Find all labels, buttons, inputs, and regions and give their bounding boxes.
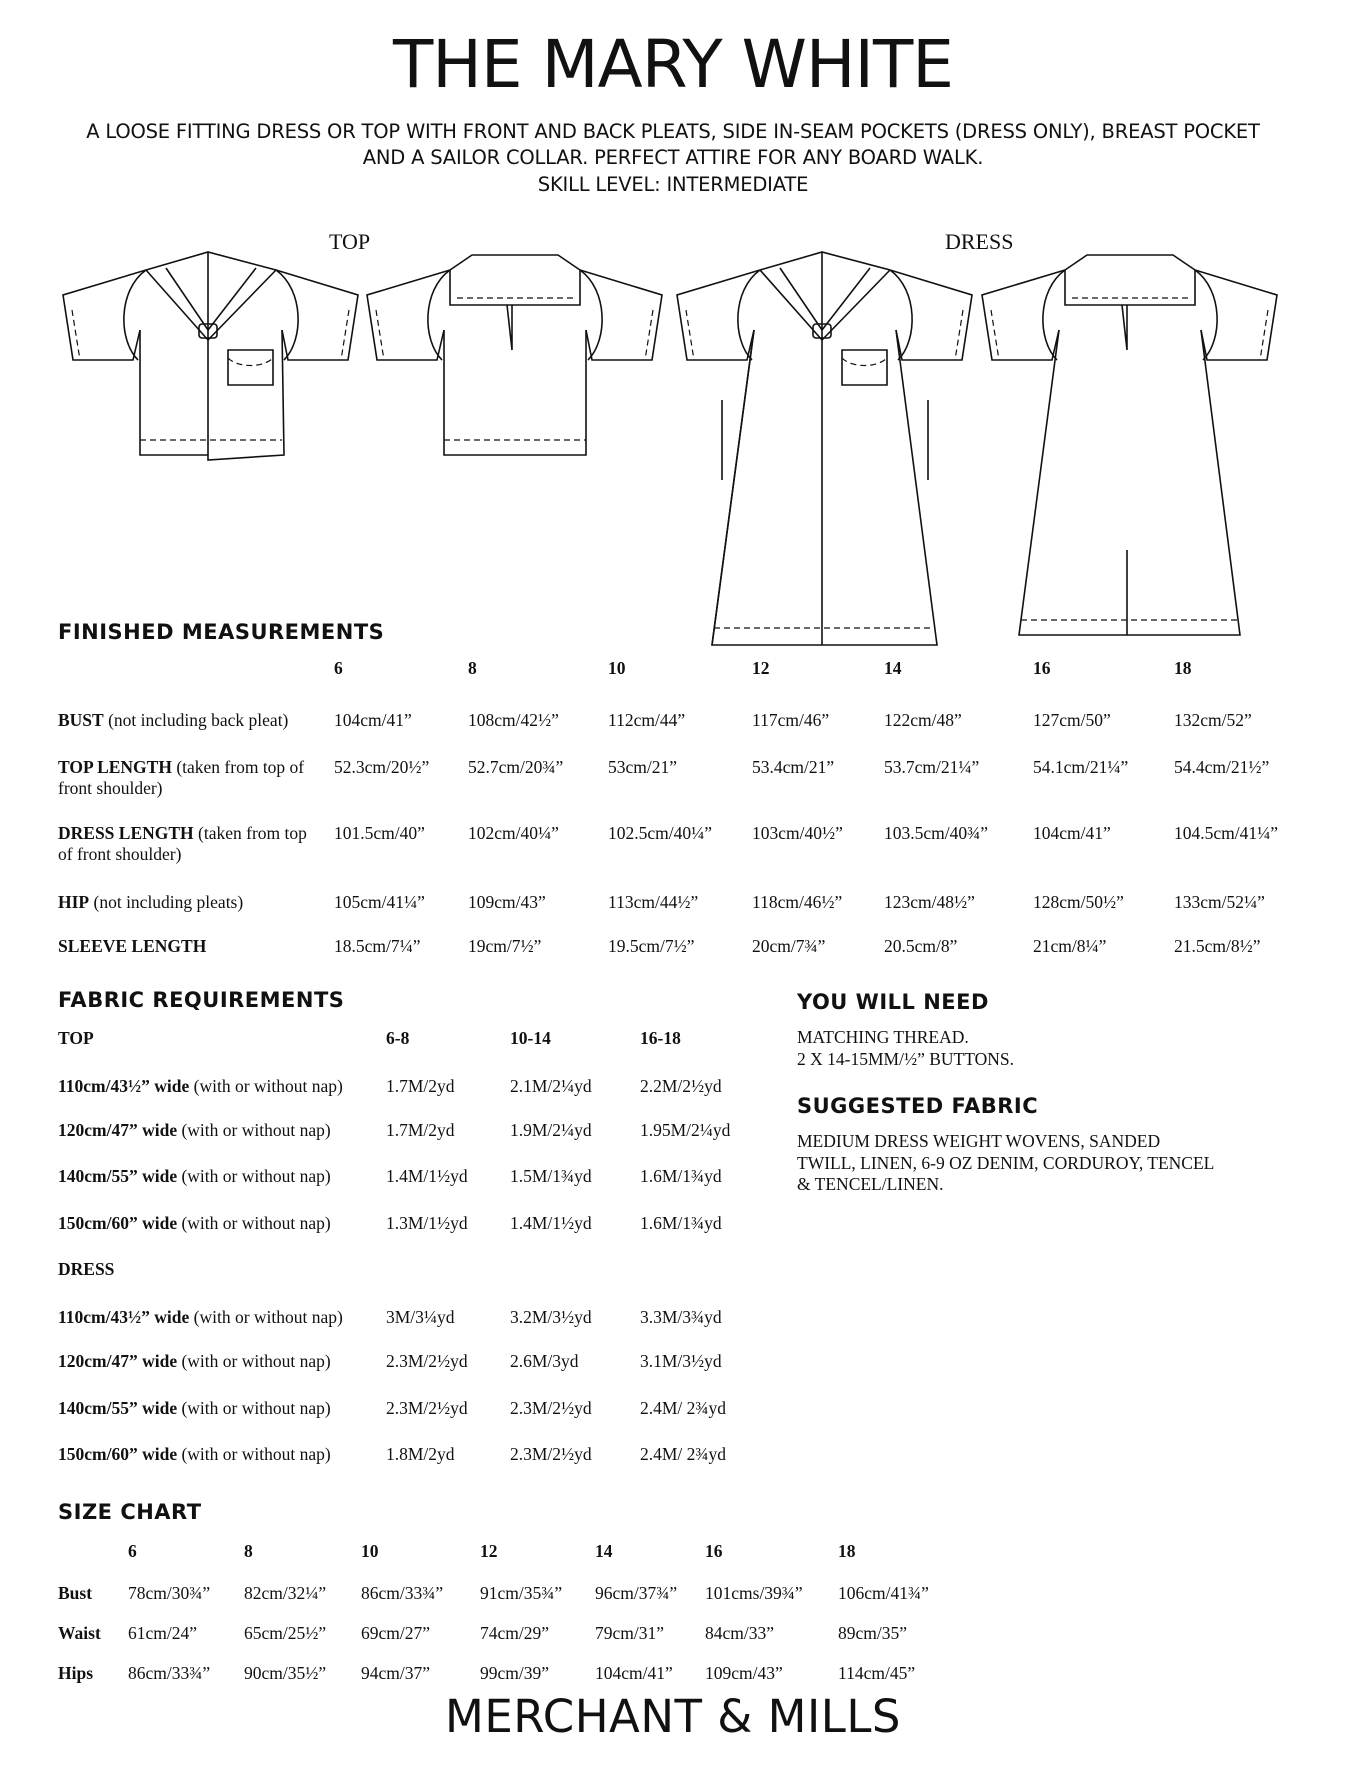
you-will-need-line: 2 X 14-15MM/½” BUTTONS. <box>797 1049 1014 1069</box>
sc-size-header: 14 <box>595 1541 613 1561</box>
sc-value: 86cm/33¾” <box>128 1663 211 1683</box>
sc-value: 104cm/41” <box>595 1663 673 1683</box>
fabric-width-label: 140cm/55” wide (with or without nap) <box>58 1166 331 1186</box>
fm-value: 21.5cm/8½” <box>1174 936 1261 956</box>
you-will-need-heading: YOU WILL NEED <box>797 990 989 1014</box>
fabric-amount: 3.1M/3½yd <box>640 1351 722 1371</box>
fm-value: 123cm/48½” <box>884 892 975 912</box>
sc-size-header: 16 <box>705 1541 723 1561</box>
fm-value: 122cm/48” <box>884 710 962 730</box>
fabric-width-label: 110cm/43½” wide (with or without nap) <box>58 1076 343 1096</box>
fabric-width-label: 110cm/43½” wide (with or without nap) <box>58 1307 343 1327</box>
top-back-illustration <box>362 250 667 465</box>
fabric-width-label: 120cm/47” wide (with or without nap) <box>58 1351 331 1371</box>
fm-value: 101.5cm/40” <box>334 823 425 843</box>
fabric-amount: 2.4M/ 2¾yd <box>640 1398 727 1418</box>
page-title: THE MARY WHITE <box>392 26 954 103</box>
fm-size-header: 18 <box>1174 658 1192 678</box>
sc-value: 74cm/29” <box>480 1623 550 1643</box>
fm-value: 52.3cm/20½” <box>334 757 430 777</box>
fm-value: 20cm/7¾” <box>752 936 826 956</box>
dress-front-illustration <box>672 250 977 650</box>
fm-size-header: 12 <box>752 658 770 678</box>
sc-value: 89cm/35” <box>838 1623 908 1643</box>
skill-level: SKILL LEVEL: INTERMEDIATE <box>537 173 809 196</box>
sc-value: 82cm/32¼” <box>244 1583 327 1603</box>
fm-value: 102.5cm/40¼” <box>608 823 713 843</box>
fabric-amount: 1.3M/1½yd <box>386 1213 468 1233</box>
fabric-amount: 2.3M/2½yd <box>386 1398 468 1418</box>
fabric-amount: 1.4M/1½yd <box>510 1213 592 1233</box>
sc-value: 78cm/30¾” <box>128 1583 211 1603</box>
fabric-size-group-header: 6-8 <box>386 1028 410 1048</box>
fm-value: 112cm/44” <box>608 710 686 730</box>
fm-value: 104cm/41” <box>1033 823 1111 843</box>
fabric-amount: 1.5M/1¾yd <box>510 1166 592 1186</box>
fabric-amount: 2.3M/2½yd <box>510 1398 592 1418</box>
fabric-amount: 2.4M/ 2¾yd <box>640 1444 727 1464</box>
fabric-amount: 1.95M/2¼yd <box>640 1120 731 1140</box>
fabric-amount: 3.2M/3½yd <box>510 1307 592 1327</box>
sc-value: 106cm/41¾” <box>838 1583 929 1603</box>
fm-value: 128cm/50½” <box>1033 892 1124 912</box>
top-front-illustration <box>58 250 363 465</box>
sc-value: 99cm/39” <box>480 1663 550 1683</box>
fm-value: 19.5cm/7½” <box>608 936 695 956</box>
sc-value: 61cm/24” <box>128 1623 198 1643</box>
suggested-fabric-line: TWILL, LINEN, 6-9 OZ DENIM, CORDUROY, TENCEL <box>797 1153 1215 1173</box>
fm-value: 19cm/7½” <box>468 936 542 956</box>
fm-value: 53cm/21” <box>608 757 678 777</box>
fabric-amount: 1.7M/2yd <box>386 1076 455 1096</box>
sc-size-header: 10 <box>361 1541 379 1561</box>
sc-size-header: 18 <box>838 1541 856 1561</box>
fabric-amount: 1.8M/2yd <box>386 1444 455 1464</box>
fabric-dress-label: DRESS <box>58 1259 115 1279</box>
fabric-width-label: 120cm/47” wide (with or without nap) <box>58 1120 331 1140</box>
fm-value: 109cm/43” <box>468 892 546 912</box>
fabric-amount: 1.6M/1¾yd <box>640 1166 722 1186</box>
description-line-1: A LOOSE FITTING DRESS OR TOP WITH FRONT AND BACK PLEATS, SIDE IN-SEAM POCKETS (DRESS ONLY), BREAST POCKET <box>86 120 1260 143</box>
fm-row-label: SLEEVE LENGTH <box>58 936 207 956</box>
sc-value: 79cm/31” <box>595 1623 665 1643</box>
fm-value: 104cm/41” <box>334 710 412 730</box>
suggested-fabric-heading: SUGGESTED FABRIC <box>797 1094 1039 1118</box>
fm-size-header: 8 <box>468 658 477 678</box>
fm-value: 53.7cm/21¼” <box>884 757 980 777</box>
fabric-amount: 3.3M/3¾yd <box>640 1307 722 1327</box>
fm-value: 53.4cm/21” <box>752 757 835 777</box>
fm-value: 52.7cm/20¾” <box>468 757 564 777</box>
sc-value: 109cm/43” <box>705 1663 783 1683</box>
suggested-fabric-line: & TENCEL/LINEN. <box>797 1174 944 1194</box>
fm-value: 54.1cm/21¼” <box>1033 757 1129 777</box>
sc-value: 84cm/33” <box>705 1623 775 1643</box>
fabric-amount: 2.1M/2¼yd <box>510 1076 592 1096</box>
fm-size-header: 6 <box>334 658 343 678</box>
fabric-amount: 2.3M/2½yd <box>386 1351 468 1371</box>
fm-value: 18.5cm/7¼” <box>334 936 421 956</box>
fm-size-header: 16 <box>1033 658 1051 678</box>
fm-row-label: BUST (not including back pleat) <box>58 710 289 730</box>
fm-value: 132cm/52” <box>1174 710 1252 730</box>
fabric-width-label: 150cm/60” wide (with or without nap) <box>58 1213 331 1233</box>
fm-value: 20.5cm/8” <box>884 936 958 956</box>
size-chart-heading: SIZE CHART <box>58 1500 202 1524</box>
fabric-requirements-heading: FABRIC REQUIREMENTS <box>58 988 345 1012</box>
description-line-2: AND A SAILOR COLLAR. PERFECT ATTIRE FOR ANY BOARD WALK. <box>362 146 984 169</box>
fm-row-label: TOP LENGTH (taken from top of front shoulder) <box>58 757 305 798</box>
fm-value: 118cm/46½” <box>752 892 843 912</box>
fabric-amount: 2.6M/3yd <box>510 1351 579 1371</box>
sc-size-header: 12 <box>480 1541 498 1561</box>
sc-value: 90cm/35½” <box>244 1663 327 1683</box>
fm-value: 102cm/40¼” <box>468 823 559 843</box>
fm-row-label: DRESS LENGTH (taken from top of front shoulder) <box>58 823 307 864</box>
sc-size-header: 6 <box>128 1541 137 1561</box>
fm-size-header: 14 <box>884 658 902 678</box>
sc-value: 86cm/33¾” <box>361 1583 444 1603</box>
brand-footer: MERCHANT & MILLS <box>445 1690 901 1743</box>
fm-value: 127cm/50” <box>1033 710 1111 730</box>
fm-value: 54.4cm/21½” <box>1174 757 1270 777</box>
fm-row-label: HIP (not including pleats) <box>58 892 244 912</box>
you-will-need-line: MATCHING THREAD. <box>797 1027 969 1047</box>
sc-value: 69cm/27” <box>361 1623 431 1643</box>
fabric-amount: 1.4M/1½yd <box>386 1166 468 1186</box>
fabric-amount: 2.2M/2½yd <box>640 1076 722 1096</box>
fm-value: 21cm/8¼” <box>1033 936 1107 956</box>
dress-label: DRESS <box>945 229 1014 254</box>
fabric-top-label: TOP <box>58 1028 94 1048</box>
fm-value: 103.5cm/40¾” <box>884 823 989 843</box>
fm-value: 113cm/44½” <box>608 892 699 912</box>
sc-value: 114cm/45” <box>838 1663 916 1683</box>
sc-row-label: Hips <box>58 1663 94 1683</box>
fabric-size-group-header: 10-14 <box>510 1028 551 1048</box>
sc-row-label: Waist <box>58 1623 101 1643</box>
sc-value: 91cm/35¾” <box>480 1583 563 1603</box>
fm-value: 105cm/41¼” <box>334 892 425 912</box>
top-label: TOP <box>329 229 371 254</box>
fabric-width-label: 140cm/55” wide (with or without nap) <box>58 1398 331 1418</box>
sc-size-header: 8 <box>244 1541 253 1561</box>
fabric-size-group-header: 16-18 <box>640 1028 681 1048</box>
sc-value: 101cms/39¾” <box>705 1583 803 1603</box>
suggested-fabric-line: MEDIUM DRESS WEIGHT WOVENS, SANDED <box>797 1131 1161 1151</box>
fabric-amount: 3M/3¼yd <box>386 1307 455 1327</box>
fabric-amount: 1.7M/2yd <box>386 1120 455 1140</box>
fm-value: 104.5cm/41¼” <box>1174 823 1279 843</box>
fabric-amount: 1.6M/1¾yd <box>640 1213 722 1233</box>
fm-value: 117cm/46” <box>752 710 830 730</box>
finished-measurements-heading: FINISHED MEASUREMENTS <box>58 620 385 644</box>
fabric-amount: 1.9M/2¼yd <box>510 1120 592 1140</box>
fabric-amount: 2.3M/2½yd <box>510 1444 592 1464</box>
sc-value: 65cm/25½” <box>244 1623 327 1643</box>
sc-value: 96cm/37¾” <box>595 1583 678 1603</box>
fm-size-header: 10 <box>608 658 626 678</box>
sc-row-label: Bust <box>58 1583 93 1603</box>
fabric-width-label: 150cm/60” wide (with or without nap) <box>58 1444 331 1464</box>
dress-back-illustration <box>977 250 1282 650</box>
sc-value: 94cm/37” <box>361 1663 431 1683</box>
fm-value: 103cm/40½” <box>752 823 843 843</box>
fm-value: 133cm/52¼” <box>1174 892 1265 912</box>
fm-value: 108cm/42½” <box>468 710 559 730</box>
